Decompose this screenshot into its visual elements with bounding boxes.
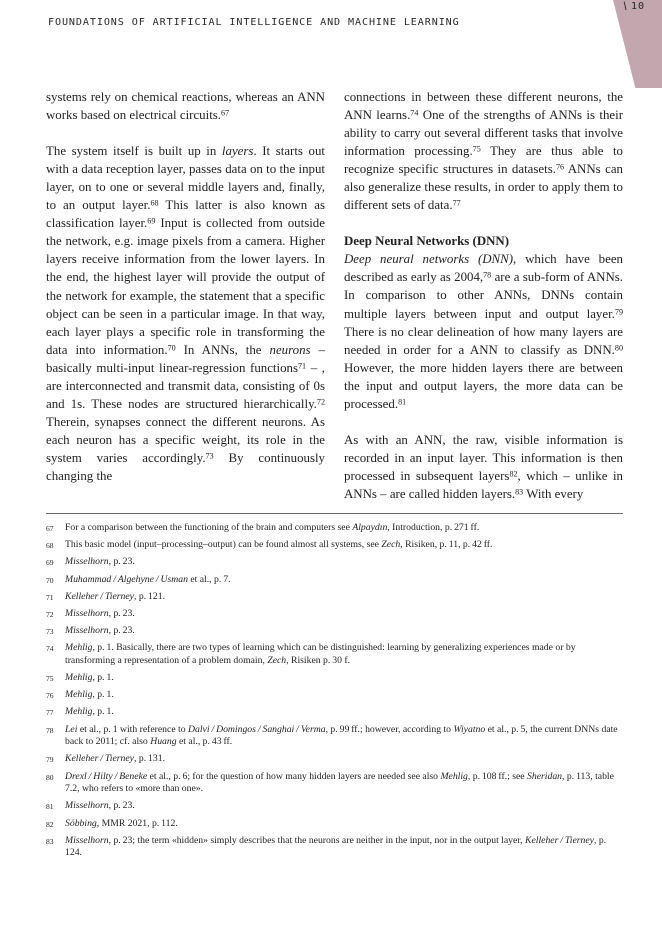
footnote-number[interactable]: 77 (46, 708, 54, 718)
text-run: , p. 23. (108, 800, 135, 812)
emphasis-text: Misselhorn (65, 834, 109, 846)
footnote-number[interactable]: 78 (46, 725, 54, 735)
text-run: Therein, synapses connect the different neurons. As each neuron has a specific weight, its role in the system varies accordingly. (46, 414, 325, 465)
emphasis-text: Dalvi / Domingos / Sanghai / Verma (188, 723, 326, 735)
footnote-reference[interactable]: 78 (483, 271, 492, 281)
footnote-item (46, 539, 623, 552)
footnote-reference[interactable]: 70 (167, 343, 176, 353)
footnote-text (65, 800, 623, 813)
page-folio (622, 1, 645, 12)
footnote-reference[interactable]: 71 (298, 361, 307, 371)
emphasis-text: layers (221, 144, 254, 159)
emphasis-text: Zech (381, 539, 401, 551)
emphasis-text: Kelleher / Tierney (525, 834, 594, 846)
text-run: , p. 99 ff.; however, according to (325, 723, 454, 735)
text-run: For a comparison between the functioning of the brain and computers see (65, 522, 353, 533)
text-run: , Introduction, p. 271 ff. (387, 522, 480, 533)
emphasis-text: Söbbing (65, 817, 97, 829)
footnote-reference[interactable]: 73 (205, 451, 214, 461)
emphasis-text: Wiyatno (453, 723, 486, 735)
text-run: connections in between these different neurons, the ANN learns. (344, 90, 623, 123)
footnote-text (65, 539, 623, 552)
footnote-item (46, 672, 623, 685)
emphasis-text: Misselhorn (65, 556, 109, 568)
footnote-text (65, 818, 623, 831)
section-heading-dnn: Deep Neural Networks (DNN) (344, 234, 510, 249)
emphasis-text: Mehlig (440, 770, 468, 782)
footnote-number[interactable]: 76 (46, 691, 54, 701)
text-run: The system itself is built up in (46, 144, 222, 159)
footnote-reference[interactable]: 72 (316, 397, 325, 407)
paragraph (344, 250, 623, 412)
text-run: , p. 1. Basically, there are two types of learning which can be distinguished: learning by generalizing experiences made or by transforming a representation of a problem domain, (65, 642, 576, 666)
emphasis-text: Mehlig (65, 672, 93, 684)
emphasis-text: Lei (65, 723, 78, 735)
emphasis-text: neurons (269, 342, 311, 357)
footnote-text (65, 753, 623, 766)
footnote-number[interactable]: 81 (46, 802, 54, 812)
footnote-text (65, 522, 623, 535)
text-run: , which – unlike in ANNs – are called hidden layers. (344, 468, 623, 501)
paragraph (344, 431, 623, 503)
footnote-reference[interactable]: 76 (555, 162, 565, 172)
text-run: et al., p. 1 with reference to (77, 723, 188, 735)
paragraph (344, 88, 623, 214)
two-column-layout (46, 88, 623, 503)
corner-accent-triangle (590, 0, 662, 88)
footnote-item (46, 818, 623, 831)
text-run: , p. 1. (92, 672, 114, 684)
footnote-reference[interactable]: 82 (509, 469, 518, 479)
running-header (48, 17, 638, 35)
folio-number: 10 (631, 1, 645, 12)
footnote-text (65, 771, 623, 796)
text-run: et al., p. 6; for the question of how many hidden layers are needed see also (147, 770, 441, 782)
folio-slash: \ (620, 1, 631, 12)
text-run: , p. 124. (65, 834, 609, 859)
text-run: Input is collected from outside the network, e.g. image pixels from a camera. Higher layers receive information from the lower layers. In the end, the highest layer will provide the output of the network for example, the statement that a specific object can be seen in a particular image. In that way, each layer plays a specific role in transforming the data into information. (46, 216, 325, 357)
footnote-item (46, 800, 623, 813)
footnote-text (65, 574, 623, 587)
footnote-item (46, 556, 623, 569)
footnote-reference[interactable]: 68 (150, 198, 159, 208)
paragraph (46, 88, 325, 124)
text-run: , p. 23. (108, 556, 135, 568)
emphasis-text: Drexl / Hilty / Beneke (65, 770, 148, 782)
body-text-area (46, 88, 623, 503)
text-run: In ANNs, the (175, 342, 270, 357)
running-header-title: FOUNDATIONS OF ARTIFICIAL INTELLIGENCE AND MACHINE LEARNING (48, 17, 460, 28)
footnote-item (46, 625, 623, 638)
text-run: , MMR 2021, p. 112. (96, 817, 178, 829)
text-run: – basically multi-input linear-regression functions (46, 342, 325, 375)
footnote-text (65, 835, 623, 860)
footnotes-section (46, 522, 623, 865)
emphasis-text: Misselhorn (65, 625, 109, 637)
footnote-reference[interactable]: 74 (410, 108, 419, 118)
footnote-item (46, 706, 623, 719)
text-run: , which have been described as early as 2004, (344, 252, 623, 285)
text-run: They are thus able to recognize specific structures in datasets. (344, 144, 623, 177)
footnote-item (46, 689, 623, 702)
footnote-text (65, 689, 623, 702)
text-run: This basic model (input–processing–output) can be found almost all systems, see (65, 539, 382, 551)
footnote-text (65, 642, 623, 667)
footnote-number[interactable]: 83 (46, 836, 54, 846)
text-run: , p. 23. (108, 625, 135, 637)
text-run: One of the strengths of ANNs is their ability to carry out several different tasks that involve information processing. (344, 108, 623, 159)
paragraph (46, 142, 325, 485)
footnote-reference[interactable]: 77 (452, 198, 461, 208)
footnote-number[interactable]: 82 (46, 819, 54, 829)
footnote-text (65, 591, 623, 604)
text-run: , p. 1. (92, 689, 114, 701)
text-run: By continuously changing the (46, 450, 326, 483)
footnote-text (65, 706, 623, 719)
footnote-reference[interactable]: 80 (614, 343, 623, 353)
text-run: With every (523, 486, 584, 501)
footnote-number[interactable]: 69 (46, 558, 54, 568)
emphasis-text: Sheridan (527, 770, 563, 782)
footnote-number[interactable]: 80 (46, 772, 54, 782)
text-run: – , are interconnected and transmit data, consisting of 0s and 1s. These nodes are structured hierarchically. (46, 360, 325, 411)
text-run: . It starts out with a data reception layer, passes data on to the input layer, on to one or several middle layers and, finally, to an output layer. (46, 144, 325, 213)
text-run: , p. 121. (134, 590, 166, 602)
footnote-item (46, 522, 623, 535)
footnote-reference[interactable]: 75 (472, 144, 481, 154)
text-run: , Risiken p. 30 f. (286, 654, 350, 666)
text-run: , p. 108 ff.; see (467, 770, 528, 782)
footnote-number[interactable]: 79 (46, 755, 54, 765)
footnote-item (46, 642, 623, 667)
footnote-item (46, 574, 623, 587)
text-run: , p. 23. (108, 607, 135, 619)
footnote-number[interactable]: 73 (46, 627, 54, 637)
footnote-separator-rule (46, 513, 623, 514)
footnote-item (46, 724, 623, 749)
text-run: et al., p. 5, the current DNNs date back to 2011; cf. also (65, 723, 618, 748)
footnote-text (65, 556, 623, 569)
emphasis-text: Zech (267, 654, 287, 666)
footnote-reference[interactable]: 81 (398, 397, 407, 407)
emphasis-text: Mehlig (65, 706, 93, 718)
footnote-number[interactable]: 75 (46, 674, 54, 684)
text-run: There is no clear delineation of how many layers are needed in order for a ANN to classify as DNN. (344, 324, 623, 357)
emphasis-text: Mehlig (65, 689, 93, 701)
text-run: As with an ANN, the raw, visible information is recorded in an input layer. This information is then processed in subsequent layers (344, 432, 623, 483)
text-run: et al., p. 7. (187, 573, 231, 585)
emphasis-text: Deep neural networks (DNN) (344, 252, 514, 267)
text-run: , p. 1. (92, 706, 114, 718)
footnote-text (65, 672, 623, 685)
footnote-item (46, 608, 623, 621)
footnote-number[interactable]: 72 (46, 609, 54, 619)
text-run: , p. 131. (134, 753, 166, 765)
text-run: et al., p. 43 ff. (176, 736, 233, 748)
footnote-item (46, 591, 623, 604)
footnote-number[interactable]: 70 (46, 575, 54, 585)
emphasis-text: Misselhorn (65, 800, 109, 812)
footnote-reference[interactable]: 69 (147, 216, 156, 226)
footnote-item (46, 771, 623, 796)
emphasis-text: Misselhorn (65, 607, 109, 619)
footnote-number[interactable]: 68 (46, 541, 54, 551)
text-run: systems rely on chemical reactions, whereas an ANN works based on electrical circuits. (46, 90, 325, 123)
text-run: , p. 23; the term «hidden» simply describes that the neurons are neither in the input, nor in the output layer, (108, 834, 525, 846)
emphasis-text: Alpaydın (352, 522, 388, 533)
footnote-item (46, 835, 623, 860)
emphasis-text: Muhammad / Algehyne / Usman (65, 573, 188, 585)
left-text-column (46, 88, 325, 503)
text-run: ANNs can also generalize these results, in order to apply them to different sets of data. (344, 162, 623, 213)
footnote-number[interactable]: 74 (46, 644, 54, 654)
emphasis-text: Kelleher / Tierney (65, 753, 134, 765)
emphasis-text: Mehlig (65, 642, 93, 654)
footnote-reference[interactable]: 83 (515, 487, 524, 497)
emphasis-text: Kelleher / Tierney (65, 590, 134, 602)
right-text-column (344, 88, 623, 503)
footnote-reference[interactable]: 79 (614, 307, 623, 317)
footnote-item (46, 753, 623, 766)
footnote-number[interactable]: 67 (46, 524, 54, 533)
text-run: , Risiken, p. 11, p. 42 ff. (400, 539, 493, 551)
text-run: are a sub-form of ANNs. In comparison to other ANNs, DNNs contain multiple layers between input and output layer. (344, 270, 623, 321)
footnote-text (65, 625, 623, 638)
footnote-text (65, 608, 623, 621)
text-run: This latter is also known as classification layer. (46, 198, 325, 231)
footnote-text (65, 724, 623, 749)
text-run: However, the more hidden layers there are between the input and output layers, the more data can be processed. (344, 360, 623, 411)
text-run: , p. 113, table 7.2, who refers to «more than one». (65, 770, 614, 795)
footnote-reference[interactable]: 67 (221, 108, 230, 118)
emphasis-text: Huang (150, 736, 177, 748)
footnote-number[interactable]: 71 (46, 592, 54, 602)
